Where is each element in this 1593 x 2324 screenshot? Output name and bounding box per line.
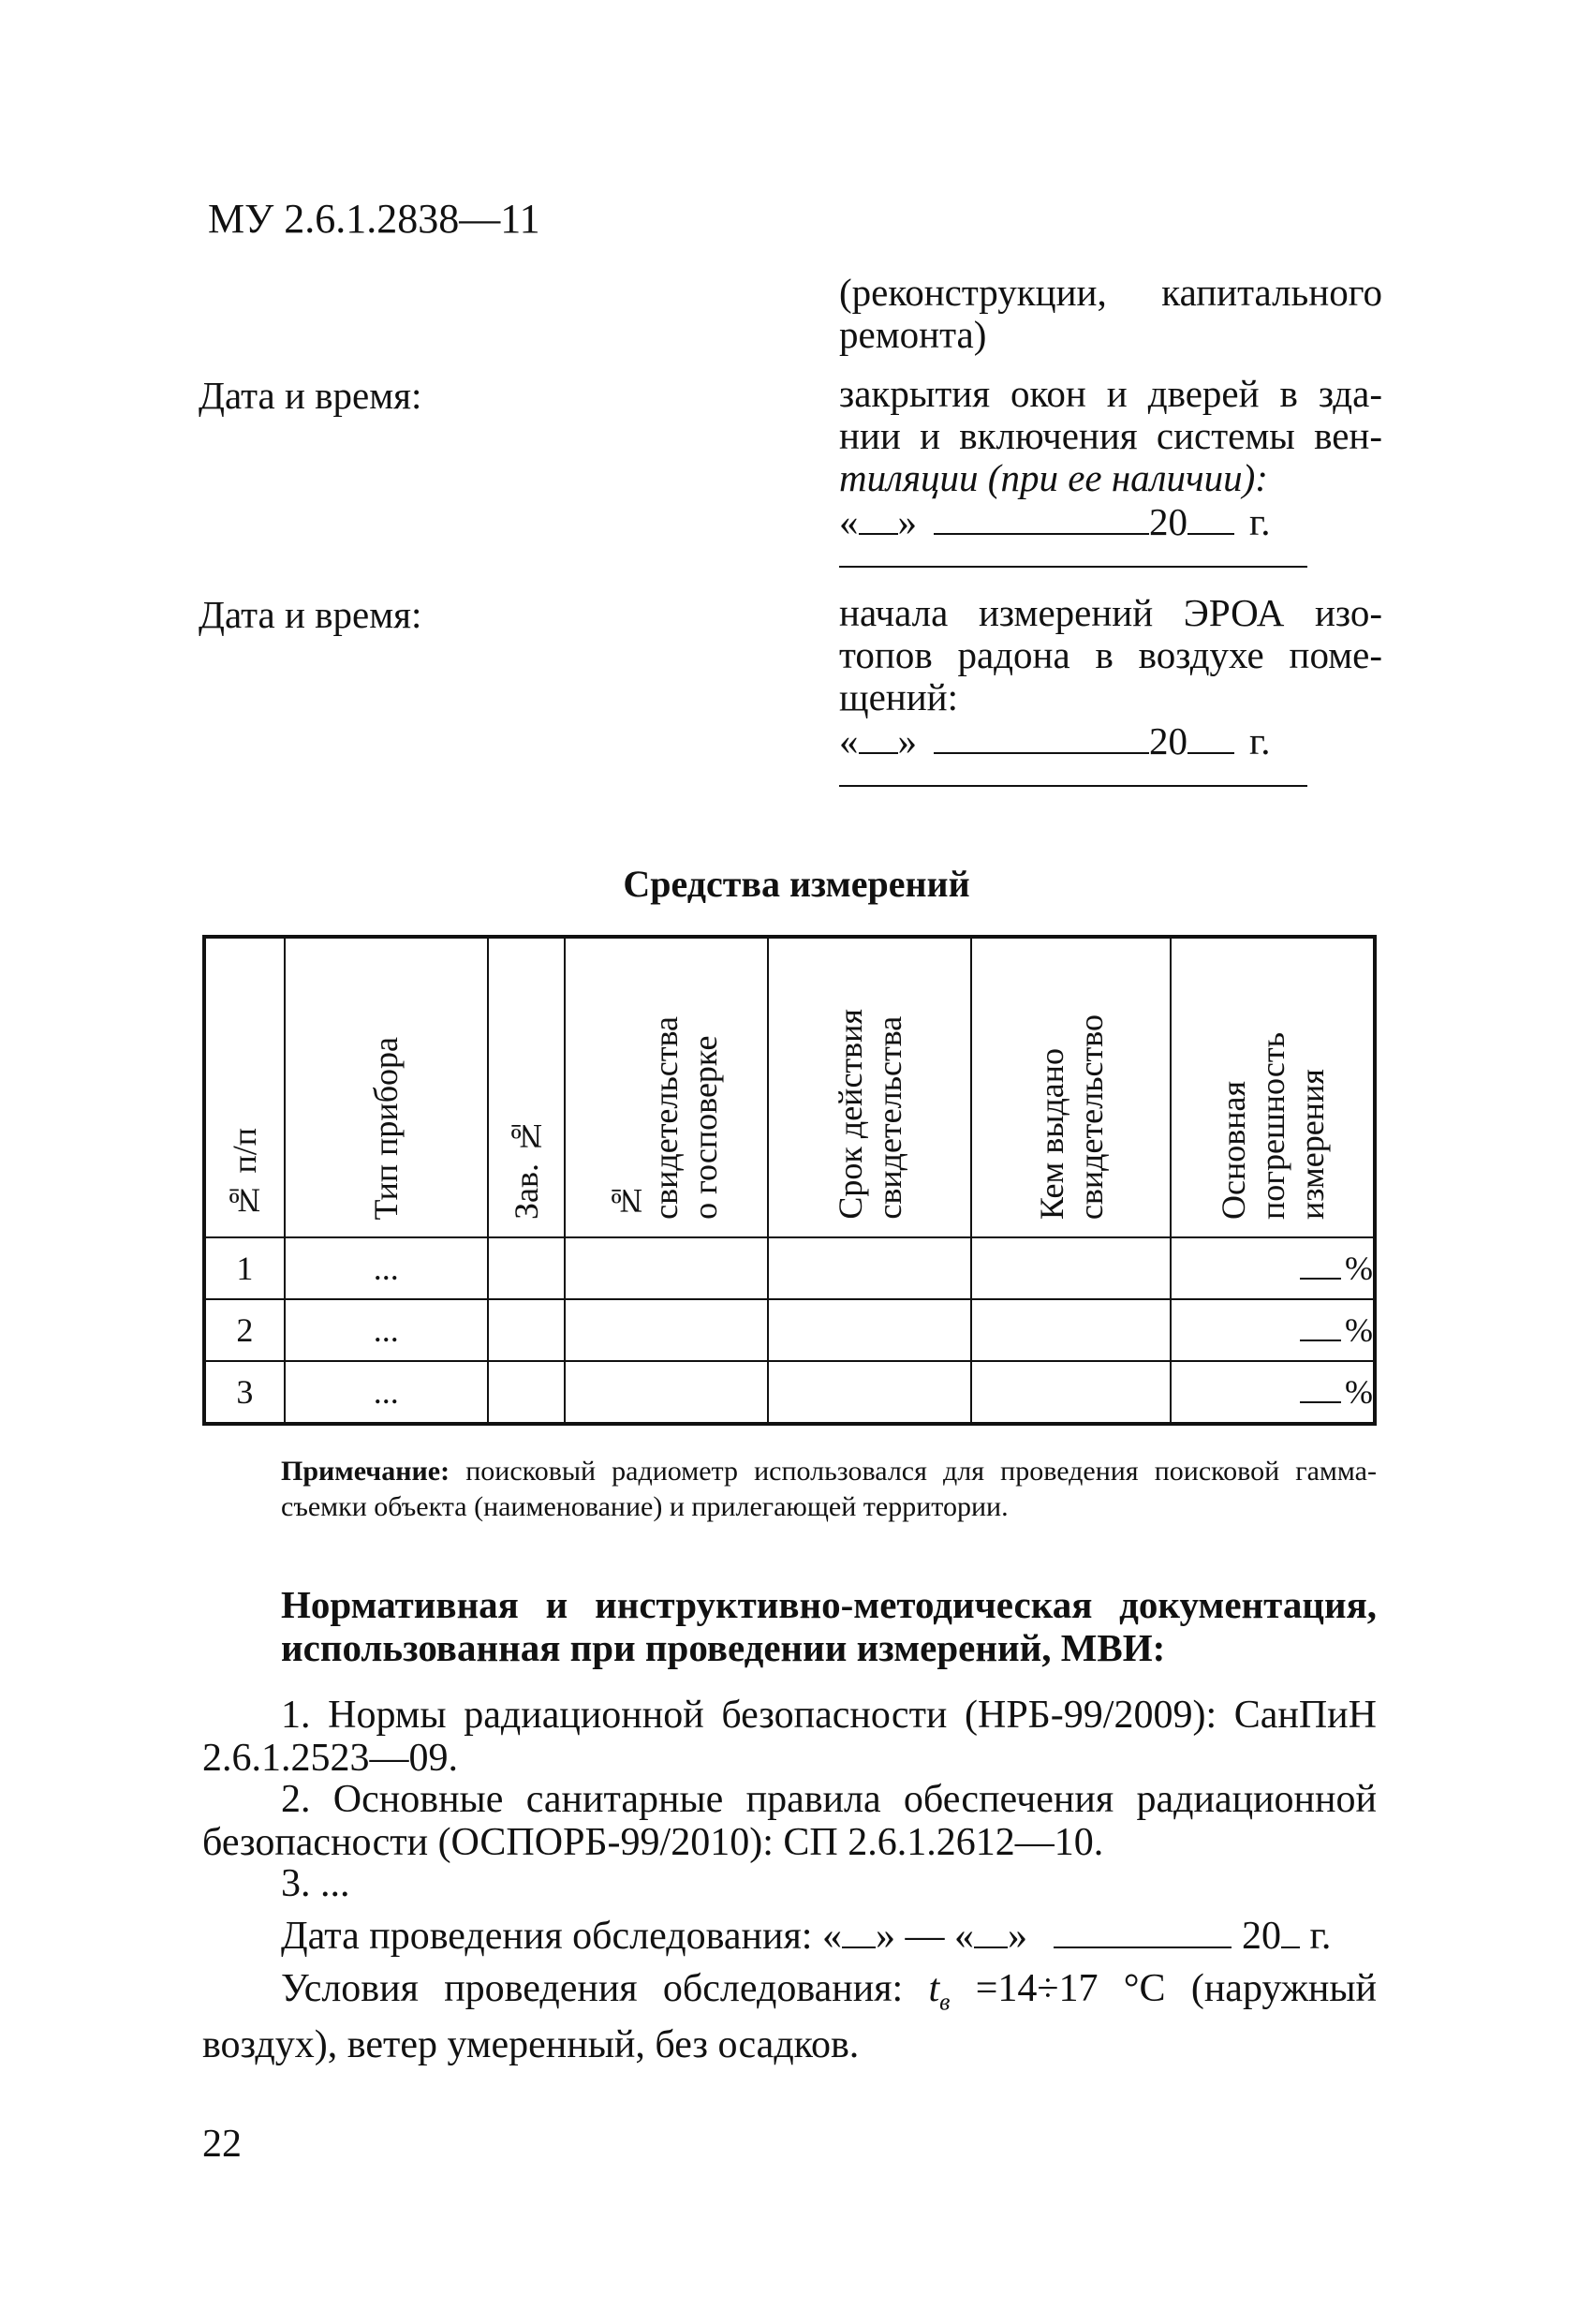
note-text: поисковый радиометр использовался для проведения поисковой гамма-съемки объекта (наименование) и прилегающей территории. <box>281 1456 1377 1522</box>
column-header-number: № п/п <box>204 937 285 1237</box>
error-cell: % <box>1171 1299 1375 1361</box>
signature-line <box>839 785 1307 787</box>
instruments-table <box>202 935 1377 1426</box>
empty-cell <box>565 1299 768 1361</box>
date-fill-line-2 <box>839 720 1382 762</box>
empty-cell <box>488 1237 565 1299</box>
normative-item-3: 3. ... <box>281 1862 350 1905</box>
device-type-cell: ... <box>285 1361 488 1424</box>
empty-cell <box>488 1299 565 1361</box>
temperature-symbol: t <box>928 1967 940 2010</box>
normative-item-1: 1. Нормы радиационной безопасности (НРБ-99/2009): СанПиН 2.6.1.2523—09. <box>202 1694 1377 1780</box>
table-row <box>204 1237 1375 1299</box>
quote-open: « <box>839 719 859 762</box>
empty-cell <box>768 1237 971 1299</box>
year-prefix: 20 <box>1149 719 1187 762</box>
empty-cell <box>565 1361 768 1424</box>
column-header-error: Основная погрешность измерения <box>1171 937 1375 1237</box>
column-header-certificate: № свидетельства о госповерке <box>565 937 768 1237</box>
day-blank <box>859 505 898 535</box>
empty-cell <box>768 1299 971 1361</box>
text-line: начала измерений ЭРОА изо- <box>839 591 1382 634</box>
quote-open: « <box>839 500 859 543</box>
year-prefix: 20 <box>1149 500 1187 543</box>
device-type-cell: ... <box>285 1237 488 1299</box>
empty-cell <box>971 1237 1171 1299</box>
year-suffix: г. <box>1249 500 1271 543</box>
date-time-label-2: Дата и время: <box>199 593 422 636</box>
temperature-value: =14÷17 °C <box>975 1967 1166 2010</box>
document-code: МУ 2.6.1.2838—11 <box>208 196 540 242</box>
month-blank <box>934 505 1149 535</box>
day-blank <box>859 724 898 754</box>
text-line: тиляции (при ее наличии): <box>839 456 1268 499</box>
text-line: закрытия окон и дверей в зда- <box>839 372 1382 415</box>
row-number: 3 <box>204 1361 285 1424</box>
conditions-text: (наружный воздух), ветер умеренный, без осадков. <box>202 1967 1378 2067</box>
year-blank <box>1187 724 1234 754</box>
column-header-issuer: Кем выдано свидетельство <box>971 937 1171 1237</box>
text-line: щений: <box>839 675 958 718</box>
year-blank <box>1187 505 1234 535</box>
month-blank <box>934 724 1149 754</box>
empty-cell <box>971 1299 1171 1361</box>
text-line: нии и включения системы вен- <box>839 414 1382 457</box>
survey-date-label: Дата проведения обследования: <box>281 1915 813 1958</box>
empty-cell <box>971 1361 1171 1424</box>
quote-close: » <box>897 500 917 543</box>
instruments-title: Средства измерений <box>623 863 970 905</box>
column-header-serial: Зав. № <box>488 937 565 1237</box>
table-header-row <box>204 937 1375 1237</box>
quote-close: » <box>897 719 917 762</box>
text-line: (реконструкции, капитального <box>839 271 1382 314</box>
table-row <box>204 1361 1375 1424</box>
measurement-start-block <box>839 592 1382 787</box>
window-closing-block <box>839 373 1382 568</box>
device-type-cell: ... <box>285 1299 488 1361</box>
note-label: Примечание: <box>281 1456 450 1487</box>
table-note <box>281 1454 1377 1525</box>
text-line: топов радона в воздухе поме- <box>839 633 1382 676</box>
row-number: 2 <box>204 1299 285 1361</box>
normative-item-2: 2. Основные санитарные правила обеспечения радиационной безопасности (ОСПОРБ-99/2010): СП 2.6.1.2612—10. <box>202 1778 1377 1864</box>
column-header-device-type: Тип прибора <box>285 937 488 1237</box>
column-header-validity: Срок действия свидетельства <box>768 937 971 1237</box>
date-time-label-1: Дата и время: <box>199 374 422 417</box>
row-number: 1 <box>204 1237 285 1299</box>
survey-conditions: Условия проведения обследования: $t_в =14\div 17$ °C (наружный воздух), ветер умеренный, без осадков. <box>202 1967 1378 2067</box>
table-row <box>204 1299 1375 1361</box>
conditions-label: Условия проведения обследования: <box>281 1967 904 2010</box>
text-line: ремонта) <box>839 313 987 356</box>
survey-date-line: Дата проведения обследования: « » — « » 20 г. <box>281 1915 1332 1958</box>
page-number: 22 <box>202 2123 242 2166</box>
error-cell: % <box>1171 1361 1375 1424</box>
year-suffix: г. <box>1249 719 1271 762</box>
normative-title: Нормативная и инструктивно-методическая документация, использованная при проведении измерений, МВИ: <box>281 1583 1377 1669</box>
error-cell: % <box>1171 1237 1375 1299</box>
reconstruction-block <box>839 272 1382 356</box>
empty-cell <box>565 1237 768 1299</box>
empty-cell <box>768 1361 971 1424</box>
date-fill-line-1 <box>839 501 1382 543</box>
empty-cell <box>488 1361 565 1424</box>
signature-line <box>839 566 1307 568</box>
